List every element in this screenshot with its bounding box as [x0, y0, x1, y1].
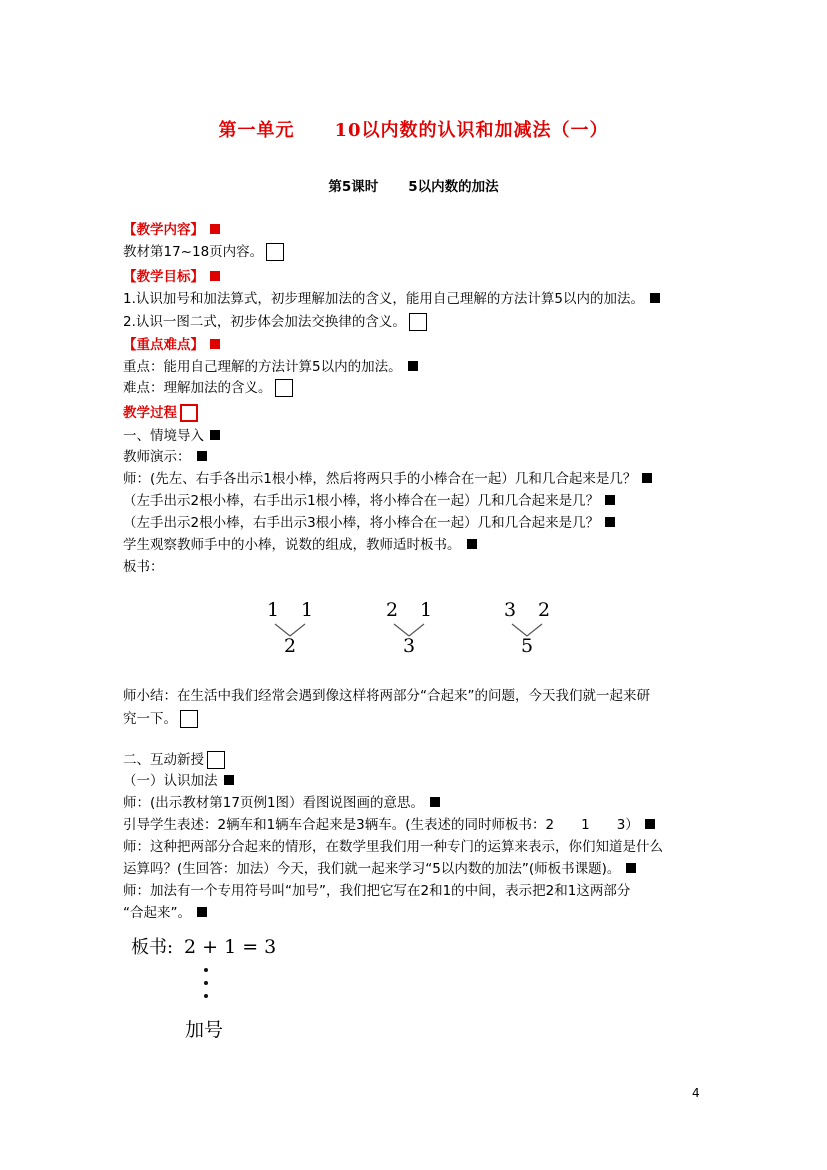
black-square-icon	[197, 451, 207, 461]
composition-right: 2	[537, 599, 551, 621]
unit-topic: 10以内数的认识和加减法（一）	[334, 120, 609, 141]
composition-left: 1	[266, 599, 280, 621]
composition-left: 2	[385, 599, 399, 621]
content-heading: 【教学内容】	[123, 220, 220, 240]
red-box-icon	[180, 404, 198, 422]
unit-label: 第一单元	[218, 120, 295, 141]
black-square-icon	[645, 819, 655, 829]
sub-section-1: （一）认识加法	[123, 771, 234, 791]
goal-1: 1.认识加号和加法算式，初步理解加法的含义，能用自己理解的方法计算5以内的加法。	[123, 289, 660, 309]
goal-2: 2.认识一图二式，初步体会加法交换律的含义。	[123, 312, 427, 332]
composition-total: 2	[283, 635, 297, 657]
black-square-icon	[408, 361, 418, 371]
paragraph-4a: 师：加法有一个专用符号叫“加号”，我们把它写在2和1的中间，表示把2和1这两部分	[123, 883, 631, 899]
page-title	[0, 116, 827, 142]
number-composition-diagram	[255, 596, 575, 658]
board-equation: 2 + 1 = 3	[184, 936, 277, 958]
content-text: 教材第17~18页内容。	[123, 242, 284, 262]
black-square-icon	[467, 539, 477, 549]
part1-title: 一、情境导入	[123, 426, 220, 446]
goals-heading: 【教学目标】	[123, 267, 220, 287]
demo-line: 教师演示：	[123, 447, 207, 467]
paragraph-3a: 师：这种把两部分合起来的情形，在数学里我们用一种专门的运算来表示，你们知道是什么	[123, 839, 663, 855]
black-square-icon	[210, 430, 220, 440]
board-figure-label: 板书:	[131, 937, 174, 958]
lesson-number: 第5课时	[328, 179, 379, 195]
black-square-icon	[642, 473, 652, 483]
composition-total: 5	[520, 635, 534, 657]
black-square-icon	[650, 293, 660, 303]
black-square-icon	[605, 517, 615, 527]
composition-right: 1	[300, 599, 314, 621]
board-label: 板书：	[123, 559, 164, 575]
pointer-dot	[204, 968, 208, 972]
empty-box-icon	[207, 751, 225, 769]
empty-box-icon	[409, 313, 427, 331]
red-square-icon	[210, 339, 220, 349]
empty-box-icon	[180, 710, 198, 728]
black-square-icon	[224, 775, 234, 785]
lesson-subtitle	[0, 175, 827, 195]
composition-2	[386, 599, 432, 657]
page-number: 4	[692, 1086, 700, 1100]
teacher-line-1: 师：(先左、右手各出示1根小棒，然后将两只手的小棒合在一起）几和几合起来是几？	[123, 469, 652, 489]
difficult-point: 难点：理解加法的含义。	[123, 378, 293, 398]
composition-total: 3	[402, 635, 416, 657]
part2-title: 二、互动新授	[123, 750, 225, 770]
paragraph-2: 引导学生表述：2辆车和1辆车合起来是3辆车。(生表述的同时师板书：2 1 3）	[123, 815, 655, 835]
process-heading: 教学过程	[123, 403, 198, 423]
pointer-dot	[204, 994, 208, 998]
teacher-line-2: （左手出示2根小棒，右手出示1根小棒，将小棒合在一起）几和几合起来是几？	[123, 491, 615, 511]
red-square-icon	[210, 224, 220, 234]
composition-1	[267, 599, 313, 657]
paragraph-4b: “合起来”。	[123, 903, 207, 923]
teacher-line-3: （左手出示2根小棒，右手出示3根小棒，将小棒合在一起）几和几合起来是几？	[123, 513, 615, 533]
black-square-icon	[626, 863, 636, 873]
paragraph-1: 师：(出示教材第17页例1图）看图说图画的意思。	[123, 793, 440, 813]
summary-line-2: 究一下。	[123, 709, 198, 729]
teacher-line-4: 学生观察教师手中的小棒，说数的组成，教师适时板书。	[123, 535, 477, 555]
key-point: 重点：能用自己理解的方法计算5以内的加法。	[123, 357, 418, 377]
pointer-dot	[204, 981, 208, 985]
empty-box-icon	[275, 379, 293, 397]
composition-3	[504, 599, 550, 657]
empty-box-icon	[266, 243, 284, 261]
summary-line-1: 师小结：在生活中我们经常会遇到像这样将两部分“合起来”的问题，今天我们就一起来研	[123, 688, 650, 704]
black-square-icon	[605, 495, 615, 505]
lesson-topic: 5以内数的加法	[408, 179, 499, 195]
plus-sign-label: 加号	[185, 1019, 224, 1041]
black-square-icon	[197, 907, 207, 917]
key-heading: 【重点难点】	[123, 335, 220, 355]
paragraph-3b: 运算吗？(生回答：加法）今天，我们就一起来学习“5以内数的加法”(师板书课题)。	[123, 859, 636, 879]
red-square-icon	[210, 271, 220, 281]
composition-right: 1	[419, 599, 433, 621]
black-square-icon	[430, 797, 440, 807]
composition-left: 3	[503, 599, 517, 621]
plus-sign-board-figure	[128, 928, 288, 1048]
